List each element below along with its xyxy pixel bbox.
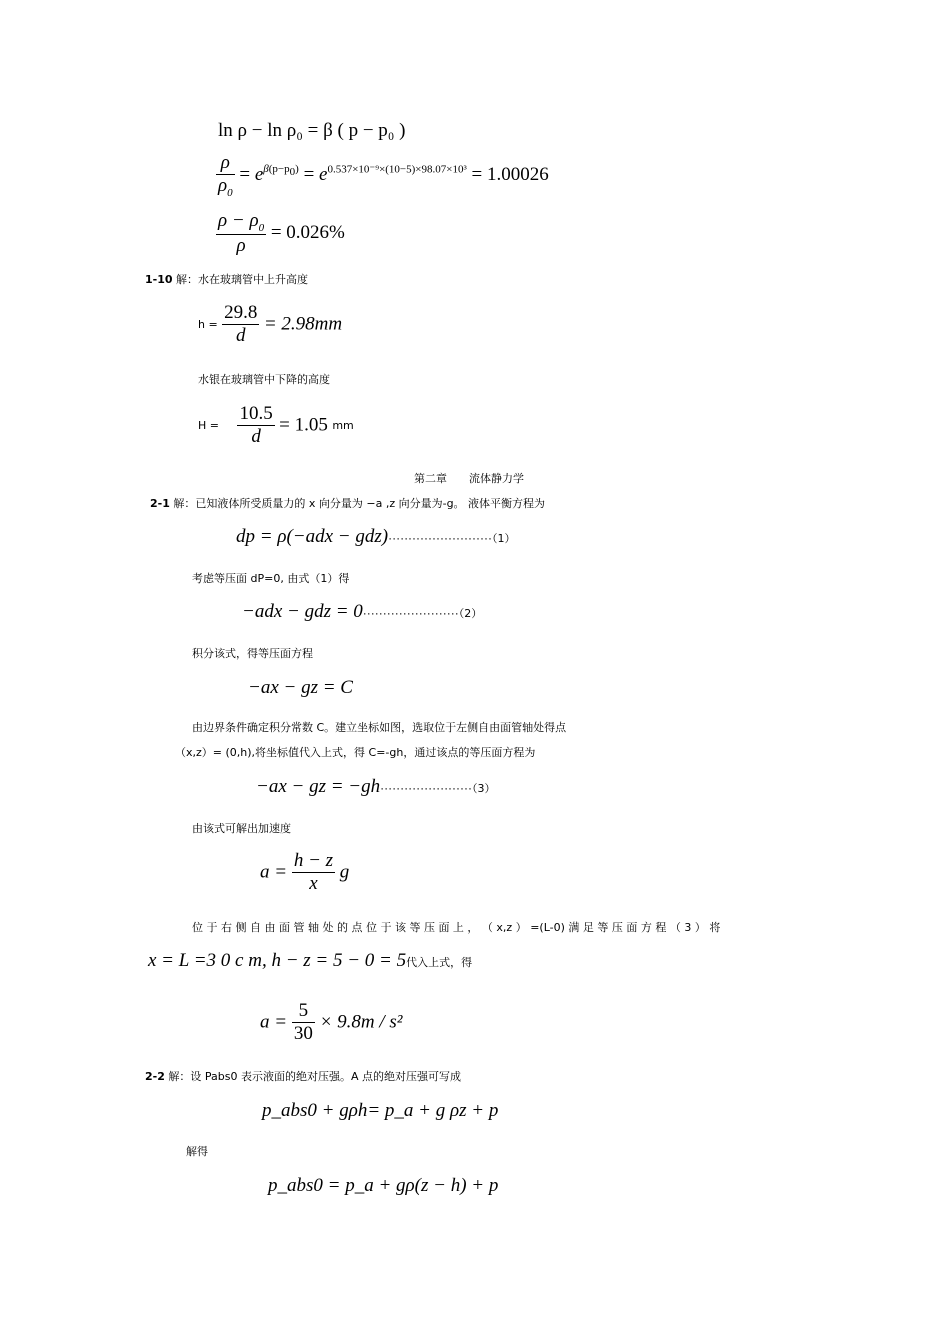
equation-H bbox=[198, 403, 354, 448]
equation-h bbox=[198, 302, 342, 347]
h-result: = 2.98mm bbox=[263, 313, 343, 335]
equation-3: −ax − gz = −gh·······················（3） bbox=[256, 776, 496, 797]
substitution-text: x = L =3 0 c m, h − z = 5 − 0 = 5 bbox=[148, 950, 407, 971]
a-numerator: h − z bbox=[293, 850, 334, 871]
equation-density-ratio: $\frac{\rho}{\rho_0}$ = $e^{\beta(p-p_0)} = e^{0.537\times 10^{-9}\times(10-5)\times 98.07\times 10^3} = 1.00026$ bbox=[218, 152, 549, 199]
eq2-tag: （2） bbox=[458, 607, 483, 620]
section-text: 解：水在玻璃管中上升高度 bbox=[176, 273, 309, 286]
mercury-text: 水银在玻璃管中下降的高度 bbox=[198, 373, 330, 386]
equation-density-log: ln ρ − ln ρ₀ = β ( p − p₀ ) bbox=[218, 120, 406, 141]
text-isobaric: 考虑等压面 dP=0, 由式（1）得 bbox=[192, 572, 350, 585]
a-lhs: a = bbox=[260, 861, 288, 883]
equation-pabs0: p_abs0 = p_a + gρ(z − h) + p bbox=[268, 1175, 499, 1196]
text-boundary-1: 由边界条件确定积分常数 C。建立坐标如图，选取位于左侧自由面管轴处得点 bbox=[192, 721, 567, 734]
eq2-text: −adx − gdz = 0 bbox=[242, 601, 363, 622]
equation-absolute-pressure: p_abs0 + gρh= p_a + g ρz + p bbox=[262, 1100, 499, 1121]
equation-substitution bbox=[148, 950, 472, 972]
chapter-heading: 第二章 流体静力学 bbox=[414, 472, 524, 485]
H-result: = 1.05 bbox=[279, 414, 328, 436]
section-1-10 bbox=[145, 271, 308, 287]
section-2-2 bbox=[145, 1068, 461, 1084]
H-label: H = bbox=[198, 419, 219, 432]
equation-2: −adx − gdz = 0························（2） bbox=[242, 601, 483, 622]
a2-denominator: 30 bbox=[293, 1023, 313, 1044]
h-denominator: d bbox=[222, 324, 259, 347]
text-solve: 由该式可解出加速度 bbox=[192, 822, 291, 835]
section-label: 2-2 bbox=[145, 1070, 165, 1083]
H-numerator: 10.5 bbox=[239, 403, 273, 424]
section-label: 1-10 bbox=[145, 273, 173, 286]
eq3-text: −ax − gz = −gh bbox=[256, 776, 381, 797]
equation-acceleration-value bbox=[260, 1000, 403, 1045]
eq3-tag: （3） bbox=[472, 782, 496, 795]
text-solution: 解得 bbox=[186, 1145, 208, 1158]
h-numerator: 29.8 bbox=[224, 302, 258, 323]
equation-acceleration bbox=[260, 850, 349, 895]
text-right-point: 位 于 右 侧 自 由 面 管 轴 处 的 点 位 于 该 等 压 面 上 ， （ x,z ） =(L-0) 满 足 等 压 面 方 程 （ 3 ） 将 bbox=[192, 921, 721, 934]
section-2-1 bbox=[150, 495, 545, 511]
a2-rhs: × 9.8m / s² bbox=[319, 1011, 403, 1033]
H-unit: mm bbox=[332, 419, 354, 432]
ratio-result: = 1.00026 bbox=[471, 163, 549, 185]
substitution-tail: 代入上式，得 bbox=[406, 956, 473, 969]
a-denominator: x bbox=[292, 872, 335, 895]
equation-relative-change: $\frac{\rho - \rho_0}{\rho}$ = 0.026% bbox=[218, 210, 345, 256]
H-denominator: d bbox=[237, 425, 274, 448]
a2-numerator: 5 bbox=[298, 1000, 309, 1021]
eq1-tag: （1） bbox=[491, 532, 516, 545]
text-integrate: 积分该式，得等压面方程 bbox=[192, 647, 313, 660]
text-boundary-2: （x,z）= (0,h),将坐标值代入上式，得 C=-gh，通过该点的等压面方程为 bbox=[175, 746, 536, 759]
exponent-text: 0.537×10⁻⁹×(10−5)×98.07×10³ bbox=[327, 163, 467, 176]
section-text: 解：设 Pabs0 表示液面的绝对压强。A 点的绝对压强可写成 bbox=[168, 1070, 461, 1083]
equation-isobaric-surface: −ax − gz = C bbox=[248, 677, 353, 698]
relative-change-result: = 0.026% bbox=[270, 221, 345, 243]
section-text: 解：已知液体所受质量力的 x 向分量为 −a ,z 向分量为-g。 液体平衡方程为 bbox=[173, 497, 546, 510]
a2-lhs: a = bbox=[260, 1011, 288, 1033]
eq1-text: dp = ρ(−adx − gdz) bbox=[236, 526, 389, 547]
section-label: 2-1 bbox=[150, 497, 170, 510]
a-g: g bbox=[339, 861, 350, 883]
equation-1: dp = ρ(−adx − gdz)··························（1） bbox=[236, 526, 516, 547]
h-label: h = bbox=[198, 318, 218, 331]
